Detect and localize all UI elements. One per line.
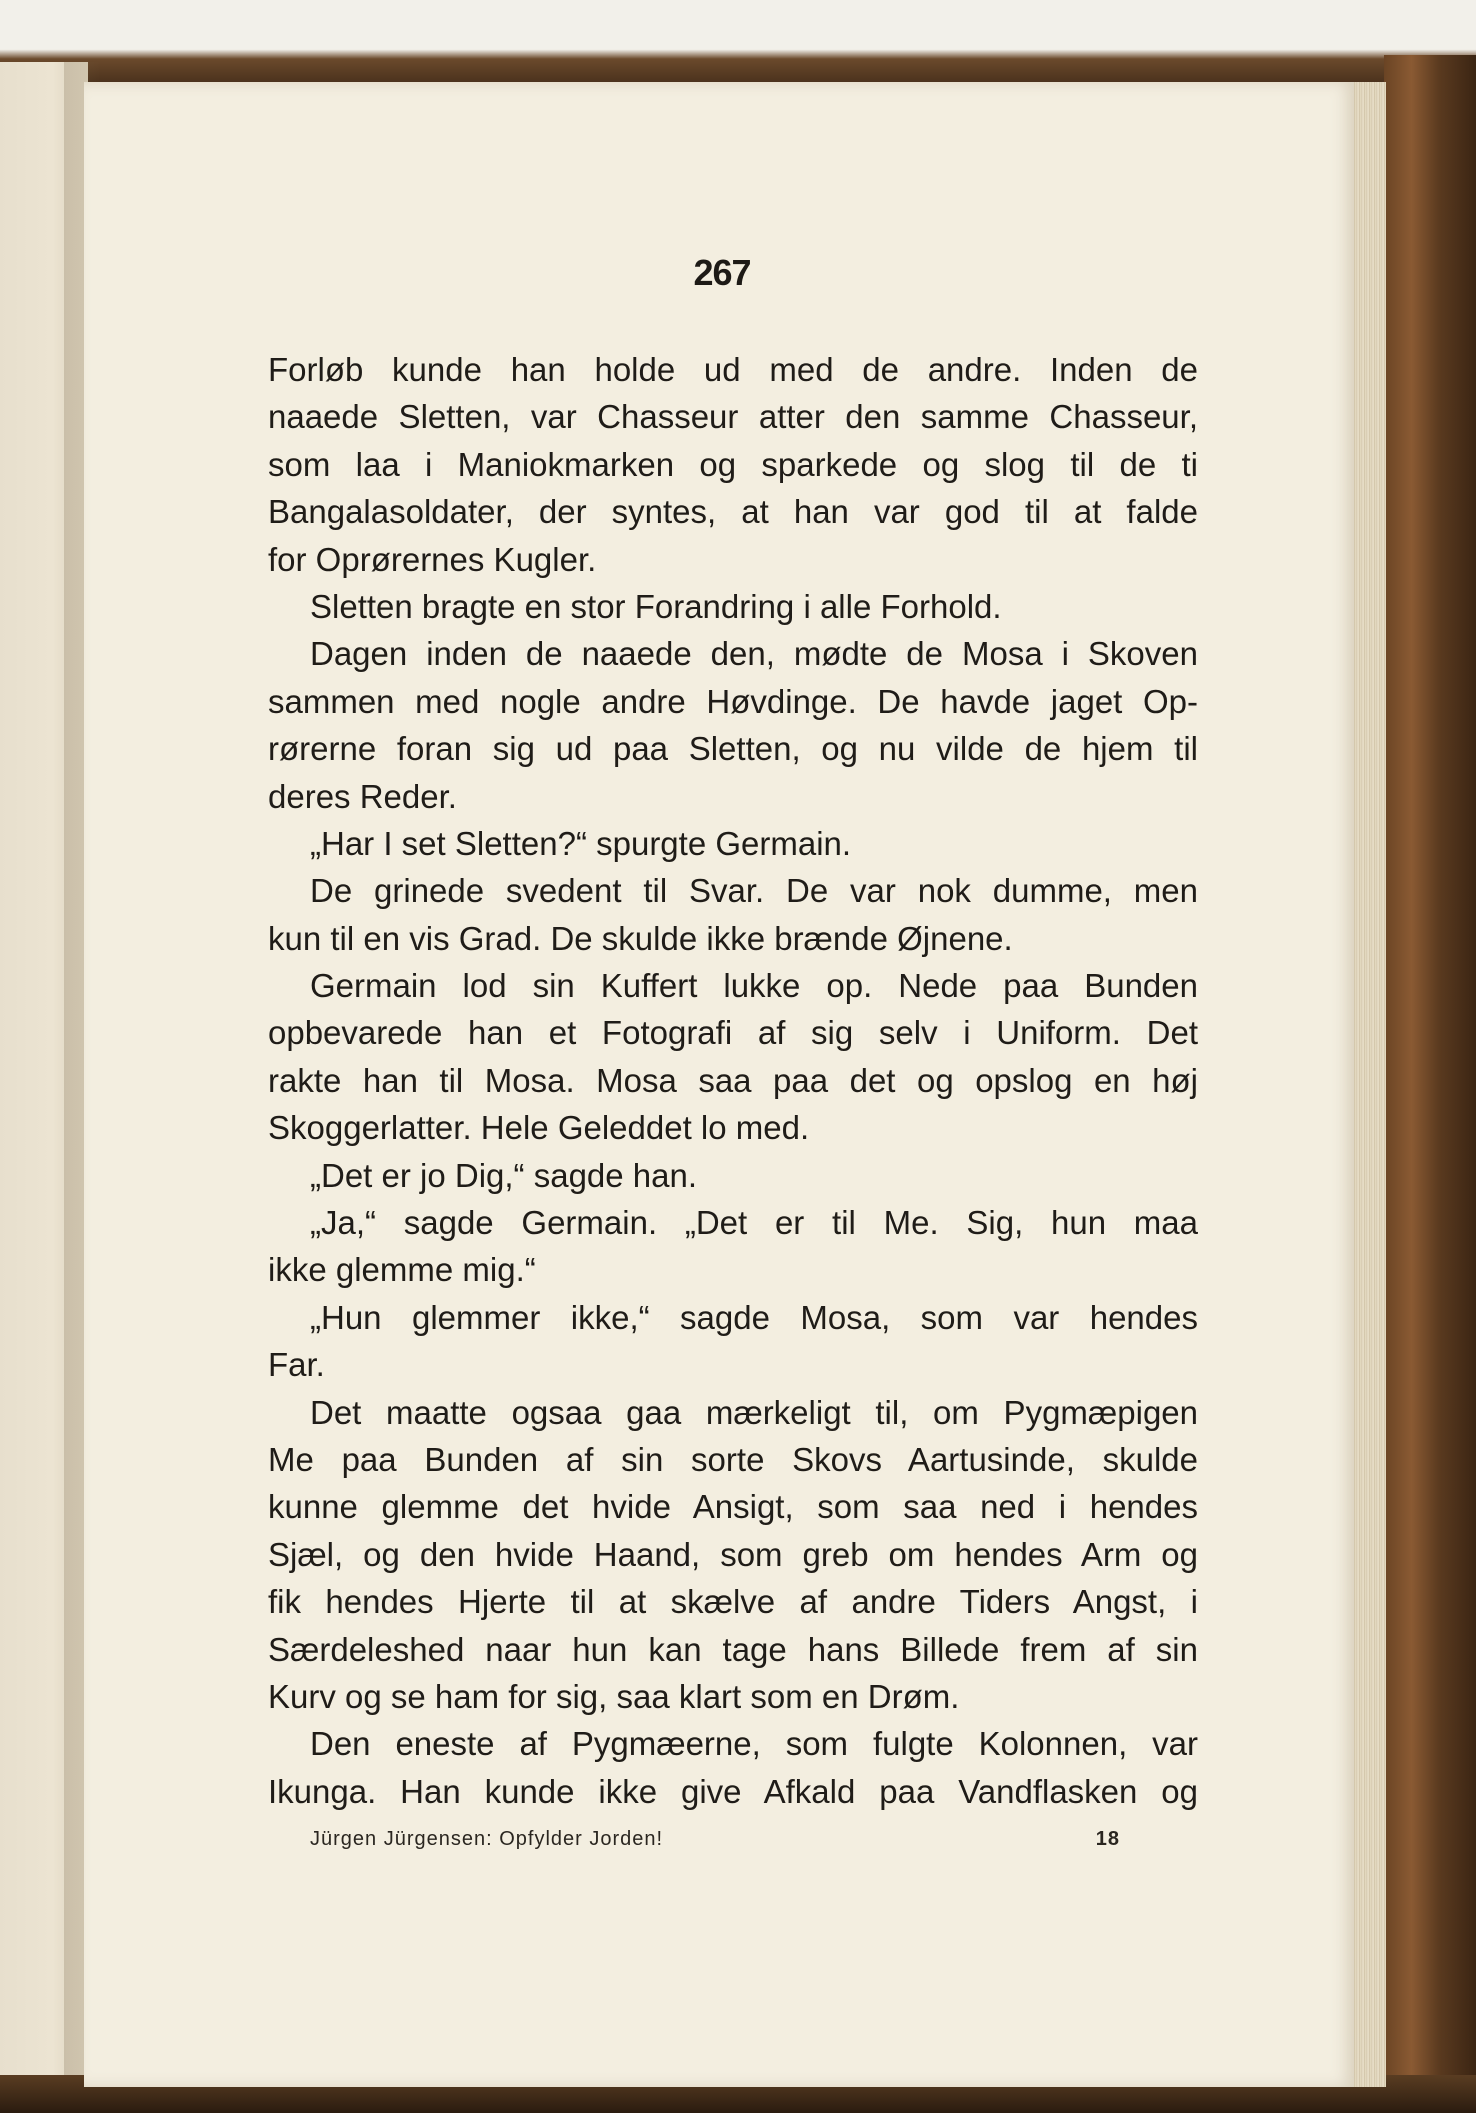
text-line: Sletten bragte en stor Forandring i alle Forhold.: [310, 587, 1002, 625]
text-line: Sjæl, og den hvide Haand, som greb om hendes Arm og: [268, 1535, 1198, 1573]
text-line: rørerne foran sig ud paa Sletten, og nu vilde de hjem til: [268, 730, 1198, 768]
signature-mark: 18: [1095, 1828, 1120, 1850]
top-binding-edge: [0, 0, 1476, 95]
text-line: Dagen inden de naaede den, mødte de Mosa i Skoven: [310, 635, 1198, 673]
text-line: naaede Sletten, var Chasseur atter den samme Chasseur,: [268, 398, 1198, 436]
text-line: Bangalasoldater, der syntes, at han var god til at falde: [268, 493, 1198, 531]
text-line: Særdeleshed naar hun kan tage hans Billede frem af sin: [268, 1630, 1198, 1668]
footer-title: Jürgen Jürgensen: Opfylder Jorden!: [310, 1828, 664, 1850]
text-line: Skoggerlatter. Hele Geleddet lo med.: [268, 1109, 810, 1147]
text-line: „Har I set Sletten?“ spurgte Germain.: [310, 824, 852, 862]
book-cover-right: [1384, 55, 1476, 2113]
book-page: [84, 82, 1354, 2087]
text-line: opbevarede han et Fotografi af sig selv i Uniform. Det: [268, 1014, 1198, 1052]
text-line: rakte han til Mosa. Mosa saa paa det og opslog en høj: [268, 1061, 1198, 1099]
text-line: kunne glemme det hvide Ansigt, som saa ned i hendes: [268, 1488, 1198, 1526]
text-line: sammen med nogle andre Høvdinge. De havde jaget Op-: [268, 682, 1198, 720]
body-text: [268, 346, 1198, 1815]
text-line: „Det er jo Dig,“ sagde han.: [310, 1156, 698, 1194]
text-line: Far.: [268, 1346, 325, 1384]
page-block-edges: [1350, 82, 1386, 2087]
text-line: Forløb kunde han holde ud med de andre. Inden de: [268, 351, 1198, 388]
text-line: fik hendes Hjerte til at skælve af andre Tiders Angst, i: [268, 1583, 1198, 1621]
text-line: Me paa Bunden af sin sorte Skovs Aartusinde, skulde: [268, 1440, 1198, 1478]
text-line: „Hun glemmer ikke,“ sagde Mosa, som var hendes: [310, 1298, 1198, 1336]
text-line: „Ja,“ sagde Germain. „Det er til Me. Sig, hun maa: [310, 1204, 1198, 1242]
text-line: kun til en vis Grad. De skulde ikke brænde Øjnene.: [268, 919, 1013, 957]
text-line: Ikunga. Han kunde ikke give Afkald paa Vandflasken og: [268, 1772, 1198, 1810]
page-number: 267: [693, 252, 751, 293]
text-line: Kurv og se ham for sig, saa klart som en Drøm.: [268, 1677, 960, 1715]
text-line: for Oprørernes Kugler.: [268, 540, 597, 578]
text-line: Den eneste af Pygmæerne, som fulgte Kolonnen, var: [310, 1725, 1198, 1763]
text-line: ikke glemme mig.“: [268, 1251, 536, 1289]
text-line: som laa i Maniokmarken og sparkede og slog til de ti: [268, 445, 1198, 483]
text-line: Germain lod sin Kuffert lukke op. Nede paa Bunden: [310, 967, 1198, 1005]
text-line: Det maatte ogsaa gaa mærkeligt til, om Pygmæpigen: [310, 1393, 1198, 1431]
page-footer: [310, 1828, 1120, 1851]
text-line: De grinede svedent til Svar. De var nok dumme, men: [310, 872, 1198, 910]
text-line: deres Reder.: [268, 777, 457, 815]
